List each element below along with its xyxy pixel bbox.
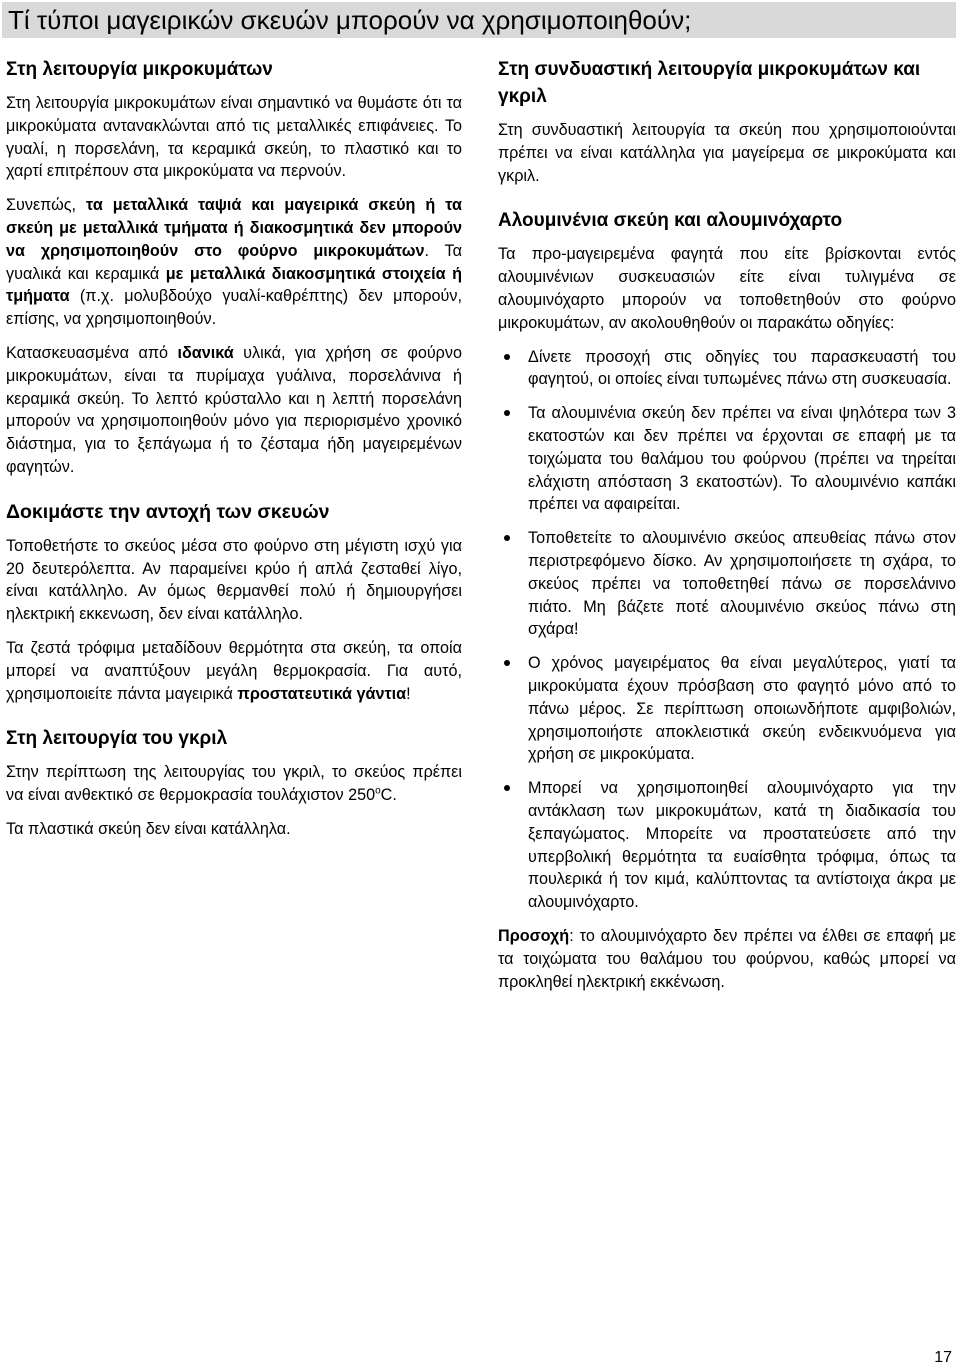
aluminium-list (498, 346, 956, 914)
text-run: Κατασκευασμένα από (6, 343, 178, 362)
list-item-text: Τοποθετείτε το αλουμινένιο σκεύος απευθείας πάνω στον περιστρεφόμενο δίσκο. Αν χρησιμοποιήσετε τη σχάρα, το σκεύος πρέπει να τοποθετηθεί πάνω σε πορσελάνινο πιάτο. Μη βάζετε ποτέ αλουμινένιο σκεύος πάνω στη σχάρα! (528, 529, 956, 639)
heading-test: Δοκιμάστε την αντοχή των σκευών (6, 500, 330, 523)
aluminium-intro: Τα προ-μαγειρεμένα φαγητά που είτε βρίσκονται εντός αλουμινένιων συσκευασιών είτε είναι τυλιγμένα σε αλουμινόχαρτο μπορούν να τοποθετηθούν στο φούρνο μικροκυμάτων, αν ακολουθηθούν οι παρακάτω οδηγίες: (498, 245, 956, 332)
text-run: . Τα γυαλικά και κεραμικά (6, 241, 463, 283)
left-column (6, 56, 462, 861)
bullet-icon (504, 660, 510, 666)
text-run: υλικά, για χρήση σε φούρνο μικροκυμάτων, είναι τα πυρίμαχα γυάλινα, πορσελάνινα ή κεραμικά σκεύη. Το λεπτό κρύσταλλο και η λεπτή πορσελάνη μπορούν να χρησιμοποιηθούν μόνο για περιορισμένο χρονικό διάστημα, για το ξεπάγωμα ή το ζέσταμα ήδη μαγειρεμένων φαγητών. (6, 343, 462, 476)
text-run: Στην περίπτωση της λειτουργίας του γκριλ, το σκεύος πρέπει να είναι ανθεκτικό σε θερμοκρασία τουλάχιστον 250 (6, 763, 462, 805)
text-run: ! (406, 684, 411, 703)
list-item-text: Δίνετε προσοχή στις οδηγίες του παρασκευαστή του φαγητού, οι οποίες είναι τυπωμένες πάνω στη συσκευασία. (528, 347, 956, 389)
section-microwave (6, 56, 462, 479)
text-run: Συνεπώς, (6, 196, 87, 215)
bullet-icon (504, 785, 510, 791)
heading-grill: Στη λειτουργία του γκριλ (6, 728, 228, 750)
combined-paragraph: Στη συνδυαστική λειτουργία τα σκεύη που χρησιμοποιούνται πρέπει να είναι κατάλληλα για μαγείρεμα σε μικροκύματα και γκριλ. (498, 121, 956, 185)
warning-label: Προσοχή (498, 926, 570, 945)
heading-aluminium: Αλουμινένια σκεύη και αλουμινόχαρτο (498, 210, 843, 232)
list-item-text: Ο χρόνος μαγειρέματος θα είναι μεγαλύτερος, γιατί τα μικροκύματα έχουν πρόσβαση στο φαγητό μόνο από το πάνω μέρος. Σε περίπτωση οποιωνδήποτε αμφιβολιών, χρησιμοποιήστε αποκλειστικά σκεύη ενδεικνυόμενα για χρήση σε μικροκύματα. (528, 654, 956, 764)
bold-run: τα μεταλλικά ταψιά και μαγειρικά σκεύη ή τα σκεύη με μεταλλικά τμήματα ή διακοσμητικά δεν μπορούν να χρησιμοποιηθούν στο φούρνο μικροκυμάτων (6, 196, 462, 260)
section-test (6, 499, 462, 706)
heading-microwave: Στη λειτουργία μικροκυμάτων (6, 59, 273, 80)
microwave-paragraph-2 (6, 194, 462, 331)
page-number: 17 (934, 1349, 952, 1366)
list-item (498, 527, 956, 641)
aluminium-warning (498, 925, 956, 993)
bold-run: προστατευτικά γάντια (237, 684, 407, 703)
bullet-icon (504, 535, 510, 541)
text-run: (π.χ. μολυβδούχο γυαλί-καθρέπτης) δεν μπορούν, επίσης, να χρησιμοποιηθούν. (6, 287, 462, 329)
bold-run: με μεταλλικά διακοσμητικά στοιχεία ή τμήματα (6, 264, 462, 306)
grill-paragraph-1 (6, 761, 462, 807)
test-paragraph-1: Τοποθετήστε το σκεύος μέσα στο φούρνο στη μέγιστη ισχύ για 20 δευτερόλεπτα. Αν παραμείνει κρύο ή απλά ζεσταθεί λίγο, είναι κατάλληλο. Αν όμως θερμανθεί πολύ ή δημιουργήσει ηλεκτρική εκκενωση, δεν είναι κατάλληλο. (6, 536, 462, 624)
list-item (498, 346, 956, 392)
degree-superscript: o (375, 785, 381, 797)
warning-text: : το αλουμινόχαρτο δεν πρέπει να έλθει σε επαφή με τα τοιχώματα του θαλάμου του φούρνου, καθώς μπορεί να προκληθεί ηλεκτρική εκκένωση. (498, 926, 956, 991)
list-item (498, 402, 956, 516)
page-title: Τί τύποι μαγειρικών σκευών μπορούν να χρησιμοποιηθούν; (2, 2, 956, 38)
bullet-icon (504, 354, 510, 360)
bold-run: ιδανικά (177, 343, 234, 362)
heading-combined: Στη συνδυαστική λειτουργία μικροκυμάτων και γκριλ (498, 59, 921, 107)
section-aluminium (498, 207, 956, 993)
microwave-paragraph-1: Στη λειτουργία μικροκυμάτων είναι σημαντικό να θυμάστε ότι τα μικροκύματα αντανακλώνται από τις μεταλλικές επιφάνειες. Το γυαλί, η πορσελάνη, τα κεραμικά σκεύη, το πλαστικό και το χαρτί επιτρέπουν στα μικροκύματα να περνούν. (6, 94, 462, 181)
section-grill (6, 725, 462, 840)
list-item-text: Τα αλουμινένια σκεύη δεν πρέπει να είναι ψηλότερα των 3 εκατοστών και δεν πρέπει να έρχονται σε επαφή με τα τοιχώματα του θαλάμου του φούρνου (πρέπει να τηρείται ελάχιστη απόσταση 3 εκατοστών). Το αλουμινένιο καπάκι πρέπει να αφαιρείται. (528, 404, 956, 514)
section-combined (498, 56, 956, 187)
right-column (498, 56, 956, 1013)
text-run: C. (380, 786, 397, 805)
microwave-paragraph-3 (6, 342, 462, 479)
list-item (498, 652, 956, 766)
bullet-icon (504, 410, 510, 416)
grill-paragraph-2: Τα πλαστικά σκεύη δεν είναι κατάλληλα. (6, 819, 291, 838)
list-item (498, 777, 956, 914)
list-item-text: Μπορεί να χρησιμοποιηθεί αλουμινόχαρτο για την αντάκλαση των μικροκυμάτων, κατά τη διαδικασία του ξεπαγώματος. Μπορείτε να προστατεύσετε από την υπερβολική θερμότητα τα ευαίσθητα τρόφιμα, όπως τα πουλερικά ή τον κιμά, καλύπτοντας τα αντίστοιχα άκρα με αλουμινόχαρτο. (528, 779, 956, 912)
text-run: Τα ζεστά τρόφιμα μεταδίδουν θερμότητα στα σκεύη, τα οποία μπορεί να αναπτύξουν μεγάλη θερμοκρασία. Για αυτό, χρησιμοποιείτε πάντα μαγειρικά (6, 638, 462, 703)
test-paragraph-2 (6, 637, 462, 705)
